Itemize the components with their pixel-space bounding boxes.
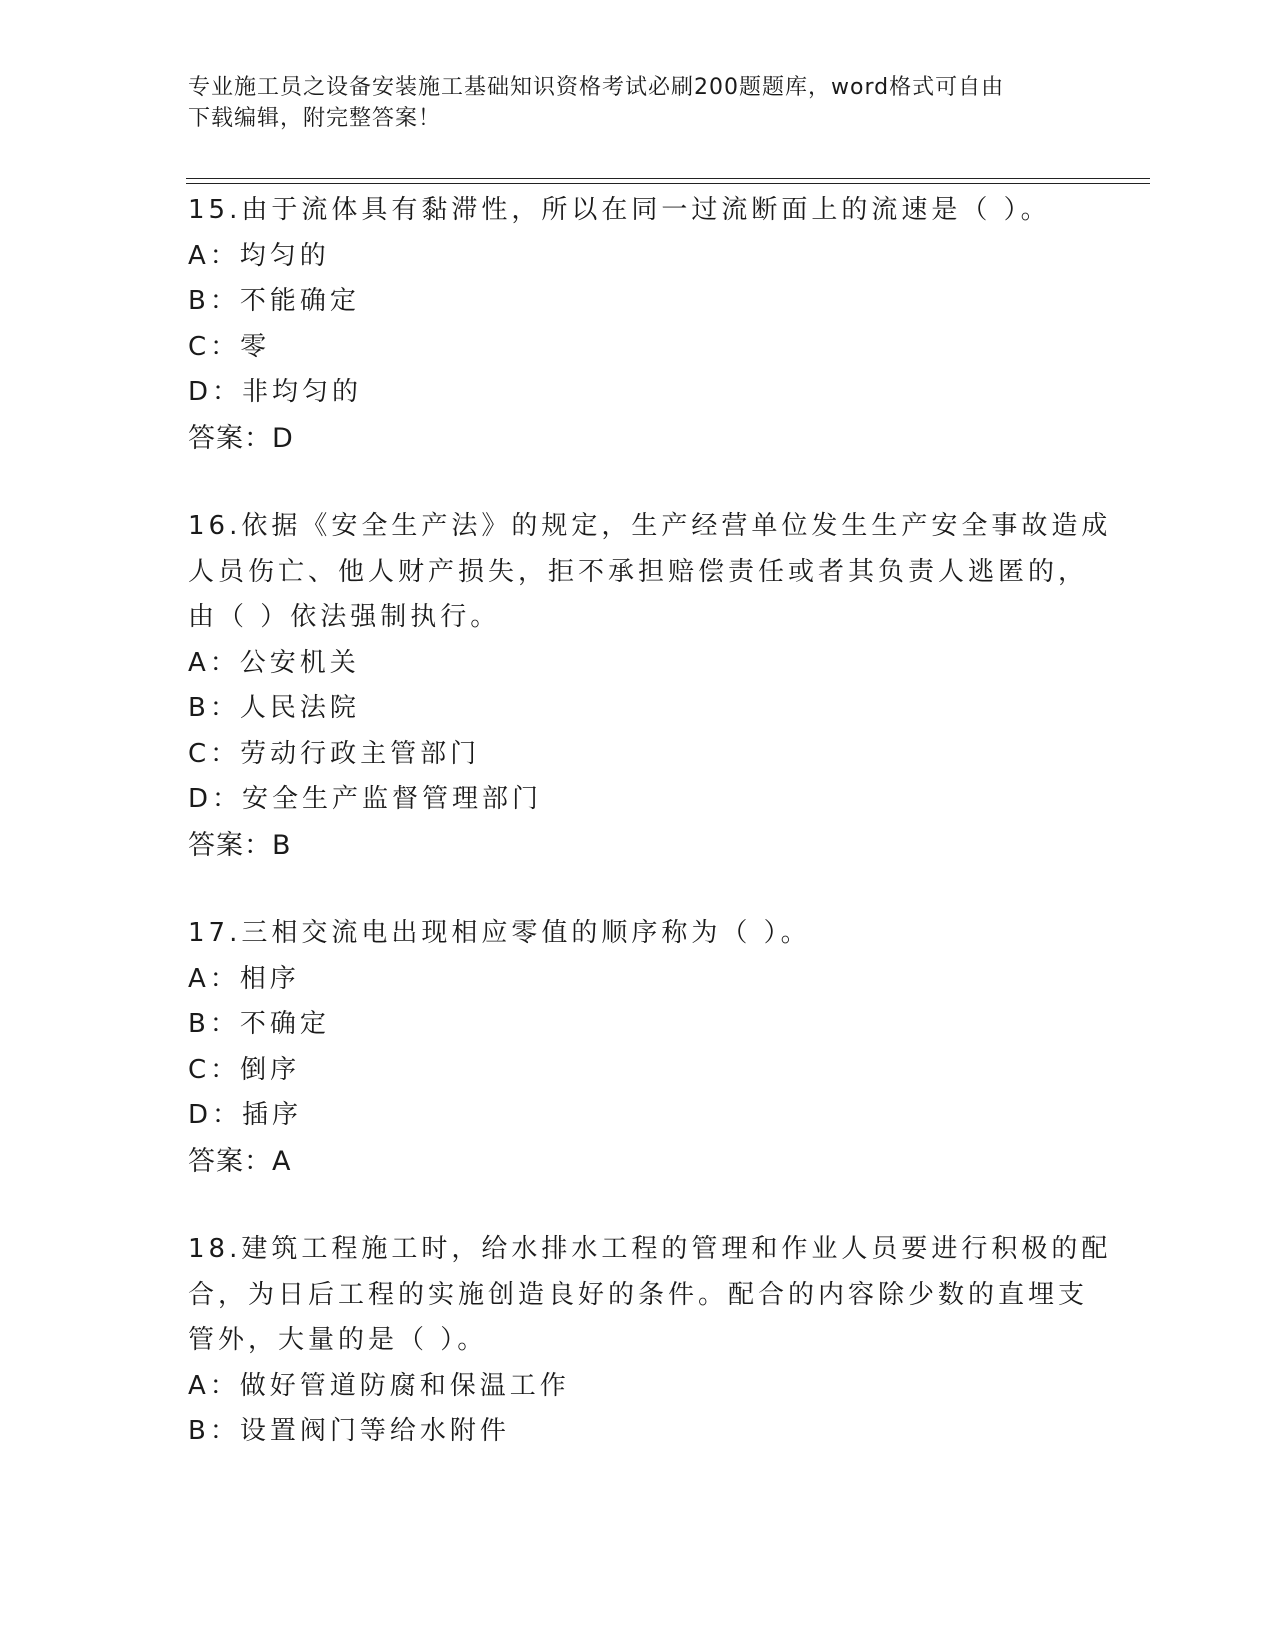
answer-option: C：倒序 xyxy=(188,1054,301,1085)
header-line: 下载编辑，附完整答案！ xyxy=(188,106,442,131)
answer-option: D：非均匀的 xyxy=(188,377,363,407)
question-stem: 人员伤亡、他人财产损失，拒不承担赔偿责任或者其负责人逃匿的， xyxy=(188,556,1089,587)
question-block xyxy=(188,1227,1112,1455)
answer-option: B：不确定 xyxy=(188,1009,330,1039)
question-stem: 合，为日后工程的实施创造良好的条件。配合的内容除少数的直埋支 xyxy=(188,1279,1089,1310)
document-header xyxy=(188,72,1068,134)
answer-option: B：人民法院 xyxy=(188,693,360,723)
question-stem: 18.建筑工程施工时，给水排水工程的管理和作业人员要进行积极的配 xyxy=(188,1234,1112,1264)
header-line: 专业施工员之设备安装施工基础知识资格考试必刷200题题库，word格式可自由 xyxy=(188,75,1005,100)
question-block xyxy=(188,911,1088,1184)
header-divider xyxy=(186,183,1150,184)
answer-option: B：设置阀门等给水附件 xyxy=(188,1416,510,1446)
answer-option: C：零 xyxy=(188,331,271,362)
answer-key: 答案：B xyxy=(188,829,292,861)
question-stem: 16.依据《安全生产法》的规定，生产经营单位发生生产安全事故造成 xyxy=(188,511,1112,541)
answer-key: 答案：D xyxy=(188,422,294,454)
answer-option: D：安全生产监督管理部门 xyxy=(188,784,543,814)
question-block xyxy=(188,188,1088,461)
answer-key: 答案：A xyxy=(188,1145,292,1177)
question-stem: 15.由于流体具有黏滞性，所以在同一过流断面上的流速是（ ）。 xyxy=(188,195,1051,225)
question-block xyxy=(188,504,1112,868)
question-list xyxy=(188,188,1112,1498)
answer-option: A：做好管道防腐和保温工作 xyxy=(188,1370,570,1401)
answer-option: A：均匀的 xyxy=(188,240,330,271)
answer-option: A：公安机关 xyxy=(188,647,360,678)
answer-option: D：插序 xyxy=(188,1100,303,1130)
question-stem: 管外，大量的是（ ）。 xyxy=(188,1325,488,1355)
answer-option: C：劳动行政主管部门 xyxy=(188,738,481,769)
question-stem: 17.三相交流电出现相应零值的顺序称为（ ）。 xyxy=(188,918,811,948)
answer-option: B：不能确定 xyxy=(188,286,360,316)
header-divider xyxy=(186,178,1150,179)
answer-option: A：相序 xyxy=(188,963,300,994)
question-stem: 由（ ）依法强制执行。 xyxy=(188,602,501,632)
